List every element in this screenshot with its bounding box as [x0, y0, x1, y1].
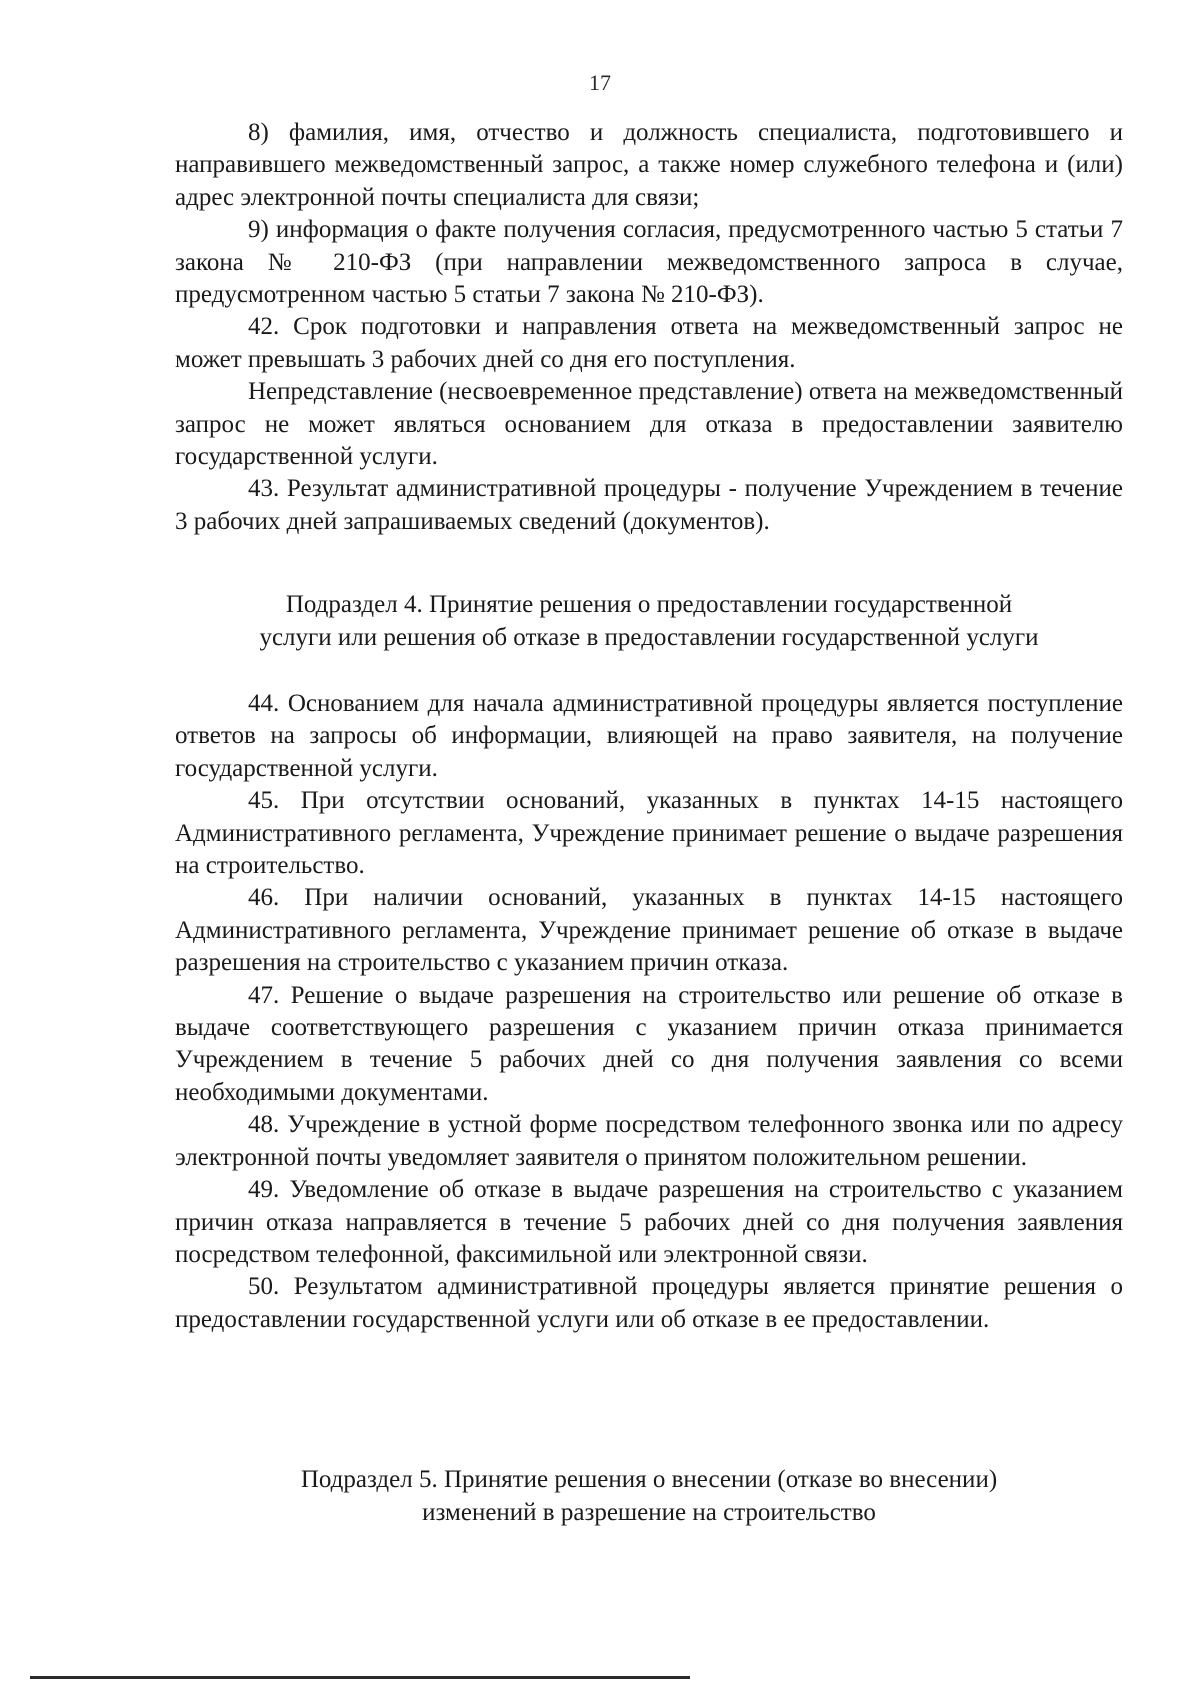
subsection-4-heading — [175, 588, 1123, 654]
paragraph-non-submission: Непредставление (несвоевременное представление) ответа на межведомственный запрос не может являться основанием для отказа в предоставлении заявителю государственной услуги. — [175, 378, 1123, 471]
paragraph-item-9: 9) информация о факте получения согласия, предусмотренного частью 5 статьи 7 закона № 210-ФЗ (при направлении межведомственного запроса в случае, предусмотренном частью 5 статьи 7 закона № 210-ФЗ). — [175, 216, 1123, 309]
paragraph-48: 48. Учреждение в устной форме посредством телефонного звонка или по адресу электронной почты уведомляет заявителя о принятом положительном решении. — [175, 1111, 1123, 1171]
subsection-4-heading-line-2: услуги или решения об отказе в предоставлении государственной услуги — [259, 624, 1039, 651]
text-block-top — [175, 117, 1123, 538]
page-number: 17 — [589, 70, 611, 95]
paragraph-44: 44. Основанием для начала административной процедуры является поступление ответов на запросы об информации, влияющей на право заявителя, на получение государственной услуги. — [175, 690, 1123, 782]
paragraph-46: 46. При наличии оснований, указанных в пунктах 14-15 настоящего Административного регламента, Учреждение принимает решение об отказе в выдаче разрешения на строительство с указанием причин отказа. — [175, 884, 1123, 977]
paragraph-49: 49. Уведомление об отказе в выдаче разрешения на строительство с указанием причин отказа направляется в течение 5 рабочих дней со дня получения заявления посредством телефонной, факсимильной или электронной связи. — [175, 1176, 1123, 1268]
subsection-5-heading-line-1: Подраздел 5. Принятие решения о внесении (отказе во внесении) — [300, 1466, 998, 1493]
subsection-5-heading — [175, 1463, 1123, 1529]
paragraph-item-8: 8) фамилия, имя, отчество и должность специалиста, подготовившего и направившего межведомственный запрос, а также номер служебного телефона и (или) адрес электронной почты специалиста для связи; — [175, 119, 1123, 211]
paragraph-45: 45. При отсутствии оснований, указанных в пунктах 14-15 настоящего Административного регламента, Учреждение принимает решение о выдаче разрешения на строительство. — [175, 787, 1123, 880]
subsection-5-heading-line-2: изменений в разрешение на строительство — [422, 1499, 876, 1526]
text-block-subsection-4 — [175, 688, 1123, 1336]
paragraph-47: 47. Решение о выдаче разрешения на строительство или решение об отказе в выдаче соответствующего разрешения с указанием причин отказа принимается Учреждением в течение 5 рабочих дней со дня получения заявления со всеми необходимыми документами. — [175, 981, 1123, 1106]
footer-rule — [30, 1676, 690, 1679]
subsection-4-heading-line-1: Подраздел 4. Принятие решения о предоставлении государственной — [285, 591, 1013, 618]
paragraph-43: 43. Результат административной процедуры - получение Учреждением в течение 3 рабочих дней запрашиваемых сведений (документов). — [175, 475, 1123, 535]
paragraph-42: 42. Срок подготовки и направления ответа на межведомственный запрос не может превышать 3 рабочих дней со дня его поступления. — [175, 313, 1123, 373]
paragraph-50: 50. Результатом административной процедуры является принятие решения о предоставлении государственной услуги или об отказе в ее предоставлении. — [175, 1273, 1123, 1333]
